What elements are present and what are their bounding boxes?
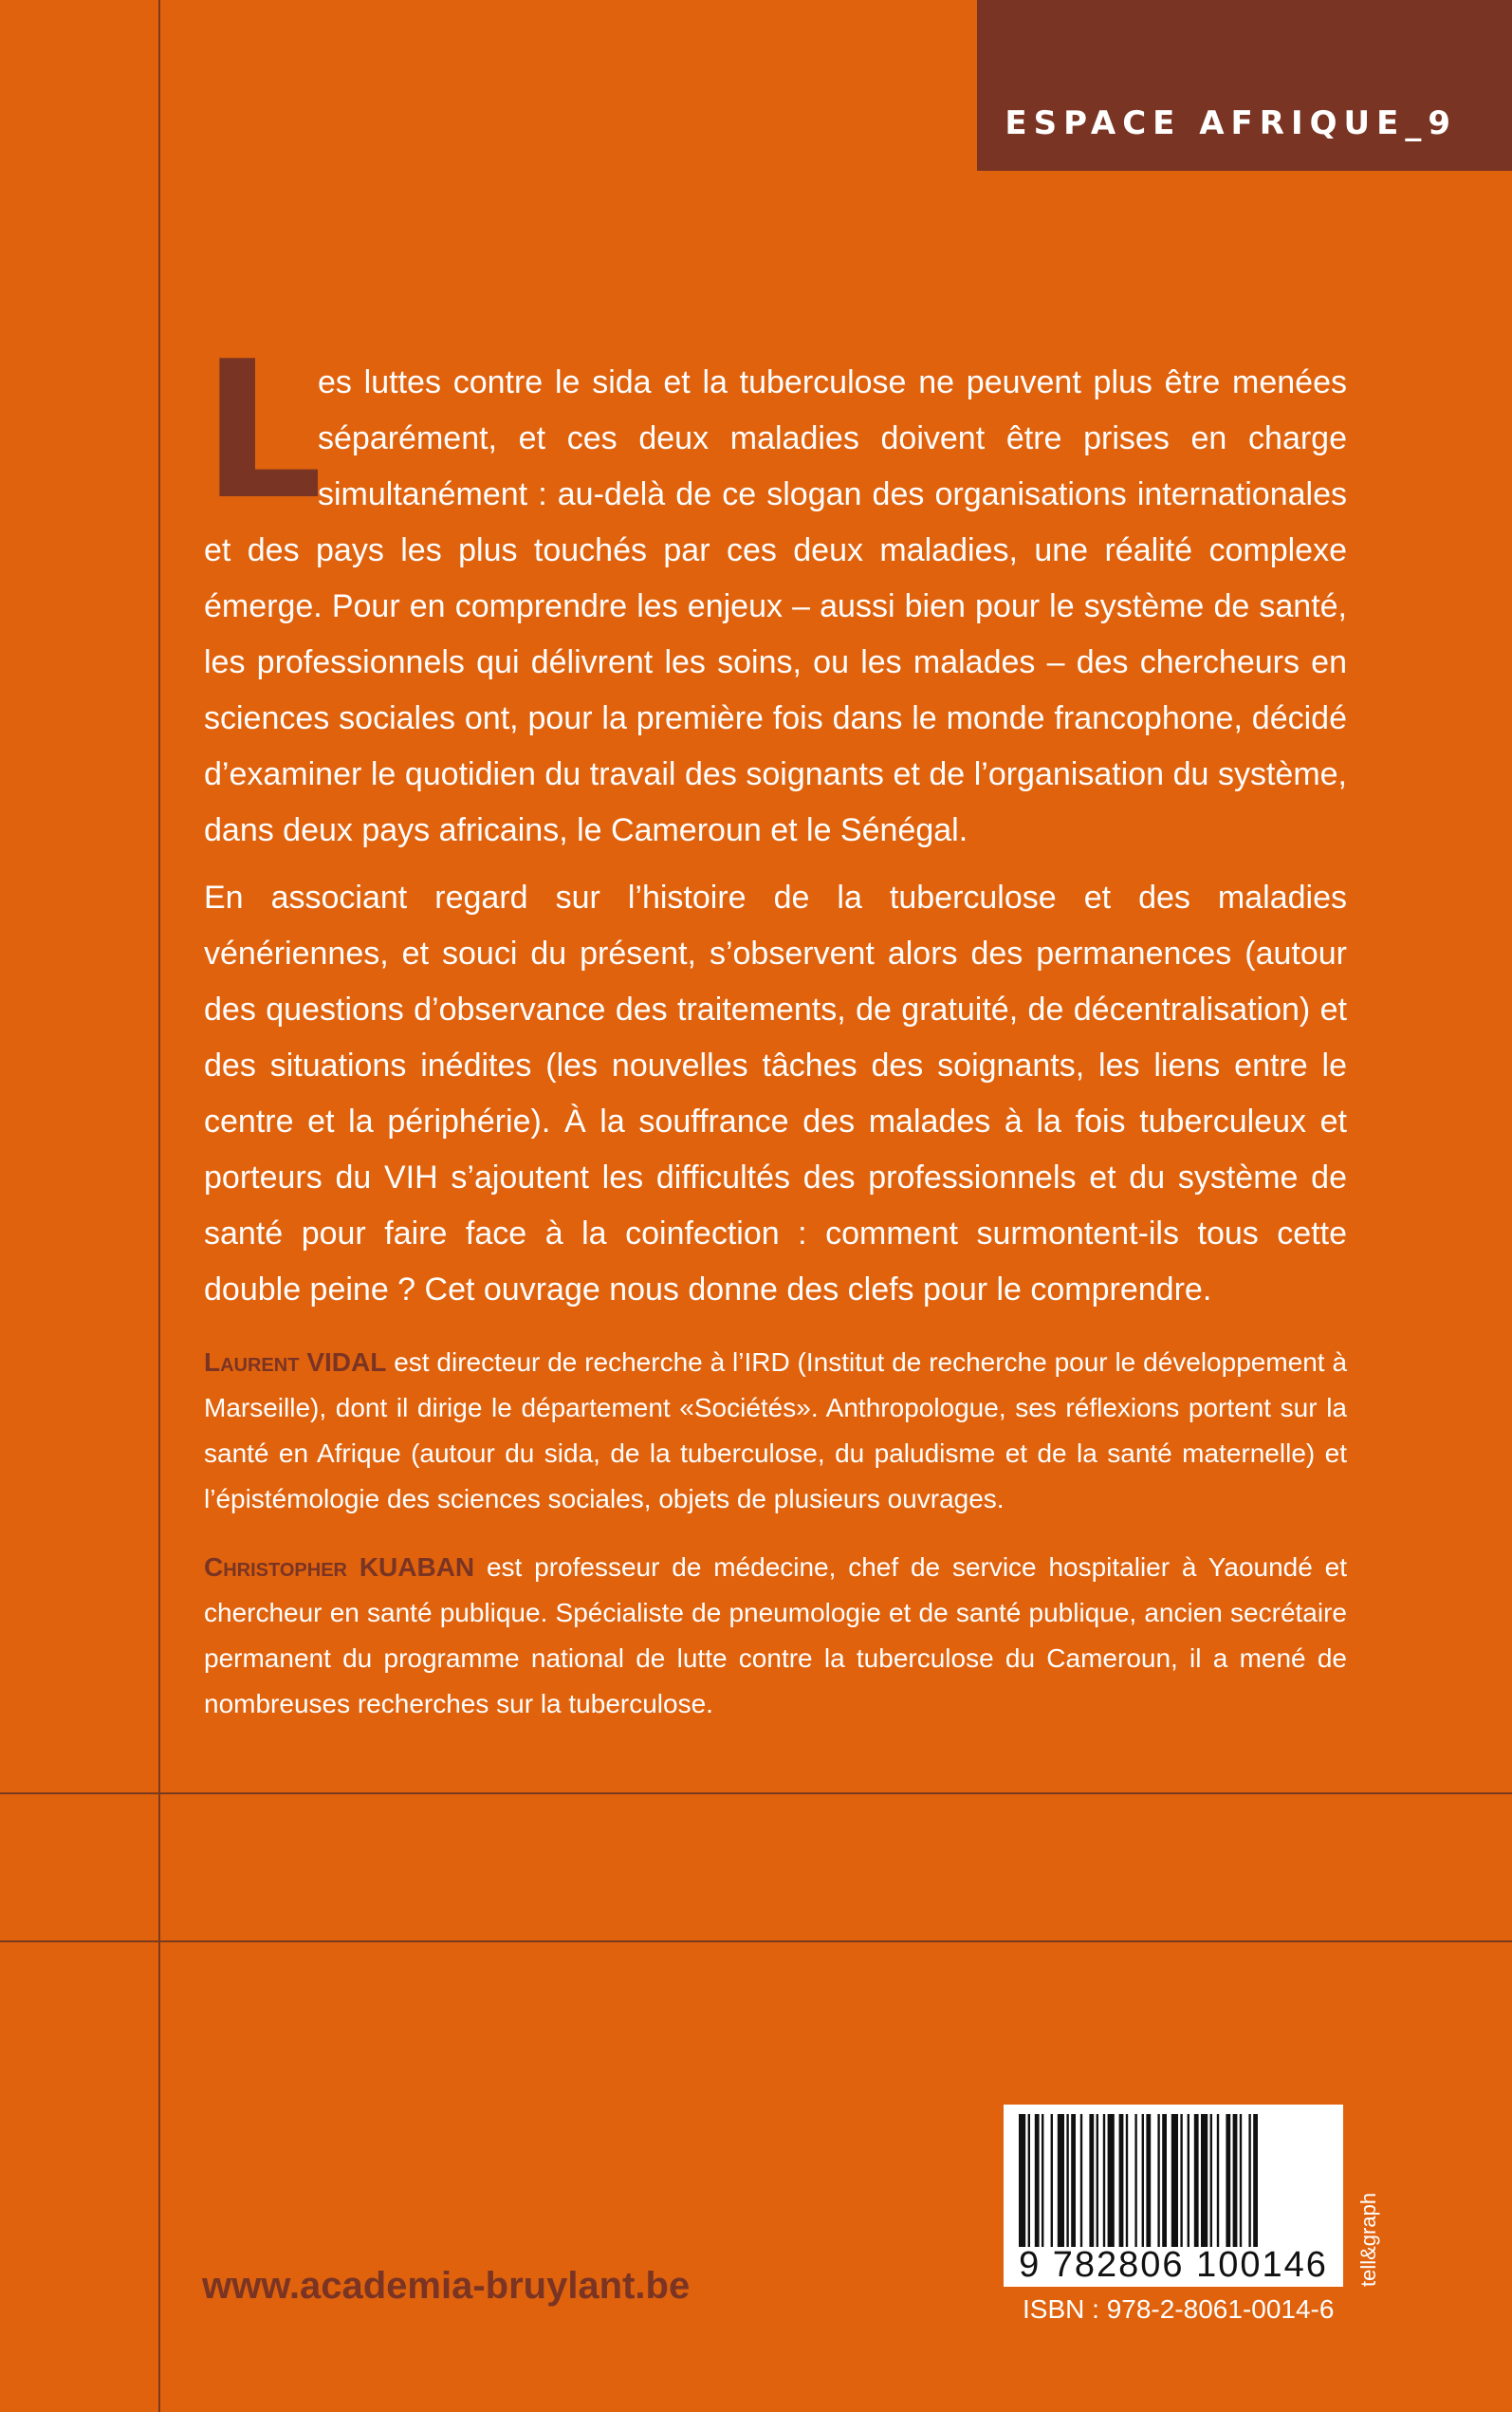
horizontal-rule-top — [0, 1792, 1512, 1794]
barcode-bar — [1042, 2114, 1043, 2247]
author-bio-vidal — [204, 1340, 1347, 1522]
barcode-bar — [1103, 2114, 1105, 2247]
author-bio-text: est directeur de recherche à l’IRD (Institut de recherche pour le développement à Marseille), dont il dirige le département «Sociétés». Anthropologue, ses réflexions portent sur la santé en Afrique (autour du sida, de la tuberculose, du paludisme et de la santé maternelle) et l’épistémologie des sciences sociales, objets de plusieurs ouvrages. — [204, 1347, 1348, 1513]
barcode-bar — [1108, 2114, 1115, 2247]
barcode — [1004, 2105, 1343, 2287]
barcode-bar — [1134, 2114, 1136, 2247]
barcode-bar — [1171, 2114, 1178, 2247]
barcode-bar — [1142, 2114, 1144, 2247]
isbn: ISBN : 978-2-8061-0014-6 — [1023, 2294, 1335, 2324]
barcode-bar — [1194, 2114, 1199, 2247]
second-paragraph: En associant regard sur l’histoire de la tuberculose et des maladies vénériennes, et souci du présent, s’observent alors des permanences (autour des questions d’observance des traitements, de gratuité, de décentralisation) et des situations inédites (les nouvelles tâches des soignants, les liens entre le centre et la périphérie). À la souffrance des malades à la fois tuberculeux et porteurs du VIH s’ajoutent les difficultés des professionnels et du système de santé pour faire face à la coinfection : comment surmontent-ils tous cette double peine ? Cet ouvrage nous donne des clefs pour le comprendre. — [204, 880, 1347, 1308]
studio-credit: tell&graph — [1356, 2192, 1380, 2287]
barcode-bar — [1248, 2114, 1250, 2247]
barcode-bar — [1119, 2114, 1124, 2247]
barcode-bar — [1035, 2114, 1040, 2247]
publisher-website[interactable]: www.academia-bruylant.be — [202, 2265, 691, 2307]
intro-text: es luttes contre le sida et la tuberculose ne peuvent plus être menées séparément, et ces deux maladies doivent être prises en charge simultanément : au-delà de ce slogan des organisations internationales et des pays les plus touchés par ces deux maladies, une réalité complexe émerge. Pour en comprendre les enjeux – aussi bien pour le système de santé, les professionnels qui délivrent les soins, ou les malades – des chercheurs en sciences sociales ont, pour la première fois dans le monde francophone, décidé d’examiner le quotidien du travail des soignants et de l’organisation du système, dans deux pays africains, le Cameroun et le Sénégal. — [204, 364, 1347, 848]
barcode-bar — [1066, 2114, 1068, 2247]
barcode-bar — [1226, 2114, 1230, 2247]
barcode-bar — [1162, 2114, 1167, 2247]
barcode-bar — [1028, 2114, 1030, 2247]
barcode-bar — [1019, 2114, 1025, 2247]
barcode-bar — [1210, 2114, 1212, 2247]
barcode-bar — [1201, 2114, 1208, 2247]
barcode-bar — [1080, 2114, 1082, 2247]
vertical-rule — [158, 0, 160, 2412]
horizontal-rule-bottom — [0, 1940, 1512, 1942]
barcode-bars — [1019, 2114, 1328, 2247]
author-bio-text: est professeur de médecine, chef de service hospitalier à Yaoundé et chercheur en santé publique. Spécialiste de pneumologie et de santé publique, ancien secrétaire permanent du programme national de lutte contre la tuberculose du Cameroun, il a mené de nombreuses recherches sur la tuberculose. — [204, 1552, 1347, 1718]
series-label: ESPACE AFRIQUE_9 — [1005, 104, 1457, 142]
barcode-bar — [1089, 2114, 1094, 2247]
barcode-bar — [1146, 2114, 1151, 2247]
author-name: Laurent VIDAL — [204, 1347, 387, 1377]
barcode-bar — [1071, 2114, 1076, 2247]
barcode-bar — [1058, 2114, 1064, 2247]
barcode-bar — [1180, 2114, 1182, 2247]
drop-cap: L — [202, 321, 323, 542]
barcode-bar — [1240, 2114, 1242, 2247]
series-banner — [977, 0, 1512, 171]
author-bio-kuaban — [204, 1545, 1347, 1727]
barcode-bar — [1217, 2114, 1219, 2247]
author-name: Christopher KUABAN — [204, 1552, 475, 1582]
barcode-bar — [1253, 2114, 1258, 2247]
barcode-bar — [1157, 2114, 1159, 2247]
barcode-bar — [1233, 2114, 1238, 2247]
barcode-bar — [1097, 2114, 1098, 2247]
barcode-bar — [1051, 2114, 1053, 2247]
barcode-digits: 9 782806 100146 — [1019, 2245, 1328, 2285]
barcode-bar — [1188, 2114, 1189, 2247]
intro-paragraph — [202, 321, 1347, 859]
barcode-bar — [1126, 2114, 1128, 2247]
